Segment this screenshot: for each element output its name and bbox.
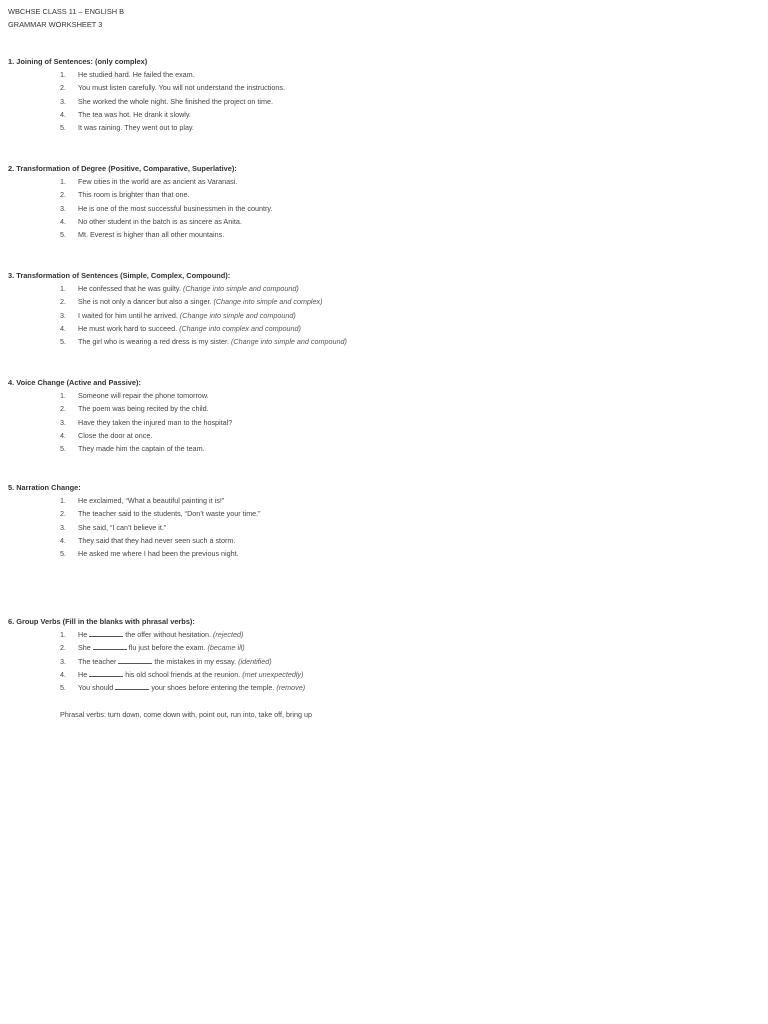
item-number: 4. bbox=[60, 109, 66, 119]
item-text: She is not only a dancer but also a singer. (Change into simple and complex) bbox=[78, 297, 323, 307]
list-item bbox=[8, 228, 748, 241]
list-item bbox=[8, 121, 748, 134]
item-text: The tea was hot. He drank it slowly. bbox=[78, 109, 191, 119]
section-joining bbox=[8, 56, 748, 134]
section-transformation bbox=[8, 270, 748, 348]
section-title: 5. Narration Change: bbox=[8, 483, 81, 492]
section-narration bbox=[8, 482, 748, 560]
item-hint: (remove) bbox=[276, 683, 306, 693]
item-number: 2. bbox=[60, 404, 66, 414]
list-item bbox=[8, 295, 748, 308]
section-title: 4. Voice Change (Active and Passive): bbox=[8, 378, 141, 387]
item-text: They said that they had never seen such a storm. bbox=[78, 535, 236, 545]
list-item bbox=[8, 507, 748, 520]
item-text: Few cities in the world are as ancient as Varanasi. bbox=[78, 177, 238, 186]
item-number: 4. bbox=[60, 430, 66, 440]
item-number: 5. bbox=[60, 683, 66, 693]
item-text: Have they taken the injured man to the hospital? bbox=[78, 417, 233, 427]
worksheet-title: GRAMMAR WORKSHEET 3 bbox=[8, 20, 103, 29]
list-item bbox=[8, 442, 748, 455]
item-text: He studied hard. He failed the exam. bbox=[78, 70, 195, 79]
list-item bbox=[8, 81, 748, 94]
item-text: Someone will repair the phone tomorrow. bbox=[78, 391, 209, 400]
item-number: 2. bbox=[60, 509, 66, 519]
item-number: 3. bbox=[60, 203, 66, 213]
list-item bbox=[8, 681, 748, 694]
item-number: 5. bbox=[60, 230, 66, 240]
item-text: He must work hard to succeed. (Change into complex and compound) bbox=[78, 323, 301, 333]
item-text: The girl who is wearing a red dress is my sister. (Change into simple and compound) bbox=[78, 337, 347, 347]
item-text: The teacher said to the students, “Don’t waste your time.” bbox=[78, 509, 261, 519]
item-text: The poem was being recited by the child. bbox=[78, 404, 209, 414]
phrasal-verbs-list: Phrasal verbs: turn down, come down with, point out, run into, take off, bring up bbox=[60, 710, 312, 719]
item-hint: (identified) bbox=[238, 656, 272, 666]
item-text: The teacher the mistakes in my essay. (identified) bbox=[78, 656, 272, 666]
item-text: Mt. Everest is higher than all other mountains. bbox=[78, 230, 225, 240]
list-item bbox=[8, 429, 748, 442]
item-number: 1. bbox=[60, 391, 66, 400]
item-number: 4. bbox=[60, 669, 66, 679]
section-group-verbs bbox=[8, 616, 748, 694]
item-number: 5. bbox=[60, 337, 66, 347]
section-degree bbox=[8, 163, 748, 241]
item-number: 2. bbox=[60, 190, 66, 200]
item-number: 4. bbox=[60, 216, 66, 226]
answer-blank[interactable] bbox=[93, 642, 127, 650]
answer-blank[interactable] bbox=[89, 629, 123, 637]
item-instruction: (Change into complex and compound) bbox=[179, 323, 301, 333]
list-item bbox=[8, 641, 748, 654]
item-instruction: (Change into simple and compound) bbox=[231, 337, 347, 347]
item-text: He the offer without hesitation. (rejected) bbox=[78, 630, 244, 639]
list-item bbox=[8, 322, 748, 335]
list-item bbox=[8, 202, 748, 215]
list-item bbox=[8, 68, 748, 81]
item-number: 1. bbox=[60, 630, 66, 639]
course-title: WBCHSE CLASS 11 – ENGLISH B bbox=[8, 7, 125, 16]
item-text: No other student in the batch is as sincere as Anita. bbox=[78, 216, 242, 226]
item-text: This room is brighter than that one. bbox=[78, 190, 190, 200]
item-number: 3. bbox=[60, 656, 66, 666]
item-number: 2. bbox=[60, 643, 66, 653]
item-number: 2. bbox=[60, 297, 66, 307]
section-title: 1. Joining of Sentences: (only complex) bbox=[8, 57, 148, 66]
item-text: Close the door at once. bbox=[78, 430, 153, 440]
item-text: You must listen carefully. You will not understand the instructions. bbox=[78, 83, 285, 93]
item-number: 4. bbox=[60, 535, 66, 545]
worksheet-header bbox=[8, 5, 124, 31]
list-item bbox=[8, 494, 748, 507]
item-number: 3. bbox=[60, 310, 66, 320]
section-title: 3. Transformation of Sentences (Simple, Complex, Compound): bbox=[8, 271, 231, 280]
list-item bbox=[8, 416, 748, 429]
section-title: 6. Group Verbs (Fill in the blanks with phrasal verbs): bbox=[8, 617, 195, 626]
item-text: He is one of the most successful businessmen in the country. bbox=[78, 203, 273, 213]
item-hint: (met unexpectedly) bbox=[242, 669, 304, 679]
item-text: She said, “I can’t believe it.” bbox=[78, 522, 167, 532]
list-item bbox=[8, 215, 748, 228]
item-text: She flu just before the exam. (became ill) bbox=[78, 643, 245, 653]
item-text: I waited for him until he arrived. (Change into simple and compound) bbox=[78, 310, 296, 320]
item-number: 1. bbox=[60, 496, 66, 505]
list-item bbox=[8, 668, 748, 681]
item-hint: (became ill) bbox=[207, 643, 245, 653]
item-number: 5. bbox=[60, 444, 66, 454]
item-hint: (rejected) bbox=[212, 630, 244, 639]
item-instruction: (Change into simple and compound) bbox=[182, 284, 299, 293]
list-item bbox=[8, 108, 748, 121]
list-item bbox=[8, 309, 748, 322]
item-text: They made him the captain of the team. bbox=[78, 444, 205, 454]
item-number: 5. bbox=[60, 123, 66, 133]
list-item bbox=[8, 402, 748, 415]
item-text: You should your shoes before entering the temple. (remove) bbox=[78, 683, 306, 693]
item-number: 3. bbox=[60, 417, 66, 427]
list-item bbox=[8, 175, 748, 188]
item-instruction: (Change into simple and compound) bbox=[179, 310, 296, 320]
item-number: 1. bbox=[60, 177, 66, 186]
item-number: 5. bbox=[60, 549, 66, 559]
item-text: He exclaimed, “What a beautiful painting it is!” bbox=[78, 496, 225, 505]
list-item bbox=[8, 95, 748, 108]
section-title: 2. Transformation of Degree (Positive, Comparative, Superlative): bbox=[8, 164, 237, 173]
item-instruction: (Change into simple and complex) bbox=[213, 297, 323, 307]
answer-blank[interactable] bbox=[89, 669, 123, 677]
item-number: 4. bbox=[60, 323, 66, 333]
item-text: He his old school friends at the reunion. (met unexpectedly) bbox=[78, 669, 304, 679]
list-item bbox=[8, 534, 748, 547]
item-number: 3. bbox=[60, 522, 66, 532]
list-item bbox=[8, 521, 748, 534]
item-number: 1. bbox=[60, 284, 66, 293]
item-number: 2. bbox=[60, 83, 66, 93]
list-item bbox=[8, 188, 748, 201]
item-number: 1. bbox=[60, 70, 66, 79]
item-text: It was raining. They went out to play. bbox=[78, 123, 194, 133]
answer-blank[interactable] bbox=[118, 656, 152, 664]
list-item bbox=[8, 628, 748, 641]
list-item bbox=[8, 282, 748, 295]
list-item bbox=[8, 389, 748, 402]
item-text: He confessed that he was guilty. (Change into simple and compound) bbox=[78, 284, 299, 293]
item-text: She worked the whole night. She finished the project on time. bbox=[78, 96, 273, 106]
list-item bbox=[8, 335, 748, 348]
item-text: He asked me where I had been the previous night. bbox=[78, 549, 239, 559]
list-item bbox=[8, 655, 748, 668]
list-item bbox=[8, 547, 748, 560]
answer-blank[interactable] bbox=[115, 682, 149, 690]
section-voice bbox=[8, 377, 748, 455]
item-number: 3. bbox=[60, 96, 66, 106]
